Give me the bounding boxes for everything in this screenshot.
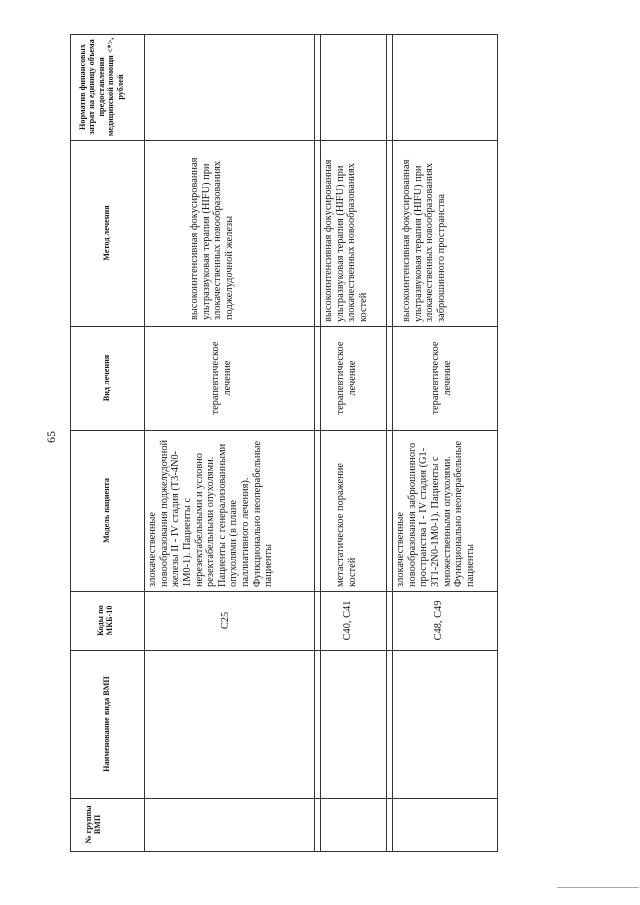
header-icd-codes: Коды по МКБ-10	[96, 605, 115, 636]
treatment-method-cell: высокоинтенсивная фокусированная ультразвуковая терапия (HIFU) при злокачественных новообразованиях костей	[323, 159, 369, 322]
vmp-table	[70, 34, 498, 852]
table-border-bottom	[70, 851, 498, 852]
header-treatment-method: Метод лечения	[102, 205, 111, 261]
treatment-method-cell: высокоинтенсивная фокусированная ультразвуковая терапия (HIFU) при злокачественных новообразованиях забрюшинного пространства	[401, 159, 447, 322]
treatment-type-cell: терапевтическое лечение	[210, 341, 233, 415]
header-patient-model: Модель пациента	[102, 477, 111, 544]
page-number: 65	[44, 431, 58, 443]
patient-model-cell: злокачественные новообразования поджелудочной железы II - IV стадия (T3-4N0-1M0-1). Пациенты с нерезектабельными и условно резектабельными опухолями. Пациенты с генерализованными опухолями (в плане паллиативного лечения). Функционально неоперабельные пациенты	[147, 439, 275, 587]
table-border-left	[70, 34, 71, 852]
patient-model-cell: злокачественные новообразования забрюшинного пространства I - IV стадия (G1-3T1-2N0-1M0-1). Пациенты с множественными опухолями. Функционально неоперабельные пациенты	[395, 440, 476, 587]
icd-codes-cell: C48, C49	[433, 600, 444, 641]
icd-codes-cell: C25	[220, 611, 231, 630]
treatment-method-cell: высокоинтенсивная фокусированная ультразвуковая терапия (HIFU) при злокачественных новообразованиях поджелудочной железы	[189, 157, 235, 320]
header-group-no: № группы ВМП	[84, 805, 103, 844]
icd-codes-cell: C40, C41	[342, 600, 353, 641]
treatment-type-cell: терапевтическое лечение	[335, 341, 358, 415]
header-vmp-name: Наименование вида ВМП	[102, 676, 111, 772]
table-border-right	[497, 34, 498, 852]
header-treatment-type: Вид лечения	[102, 354, 111, 402]
scan-edge-mark	[557, 887, 639, 888]
patient-model-cell: метастатическое поражение костей	[335, 463, 358, 587]
row-separator-2	[386, 34, 387, 852]
treatment-type-cell: терапевтическое лечение	[430, 341, 453, 415]
header-cost-norm: Норматив финансовых затрат на единицу объема предоставления медицинской помощи <*>, рублей	[78, 37, 125, 137]
row-separator-1	[314, 34, 315, 852]
